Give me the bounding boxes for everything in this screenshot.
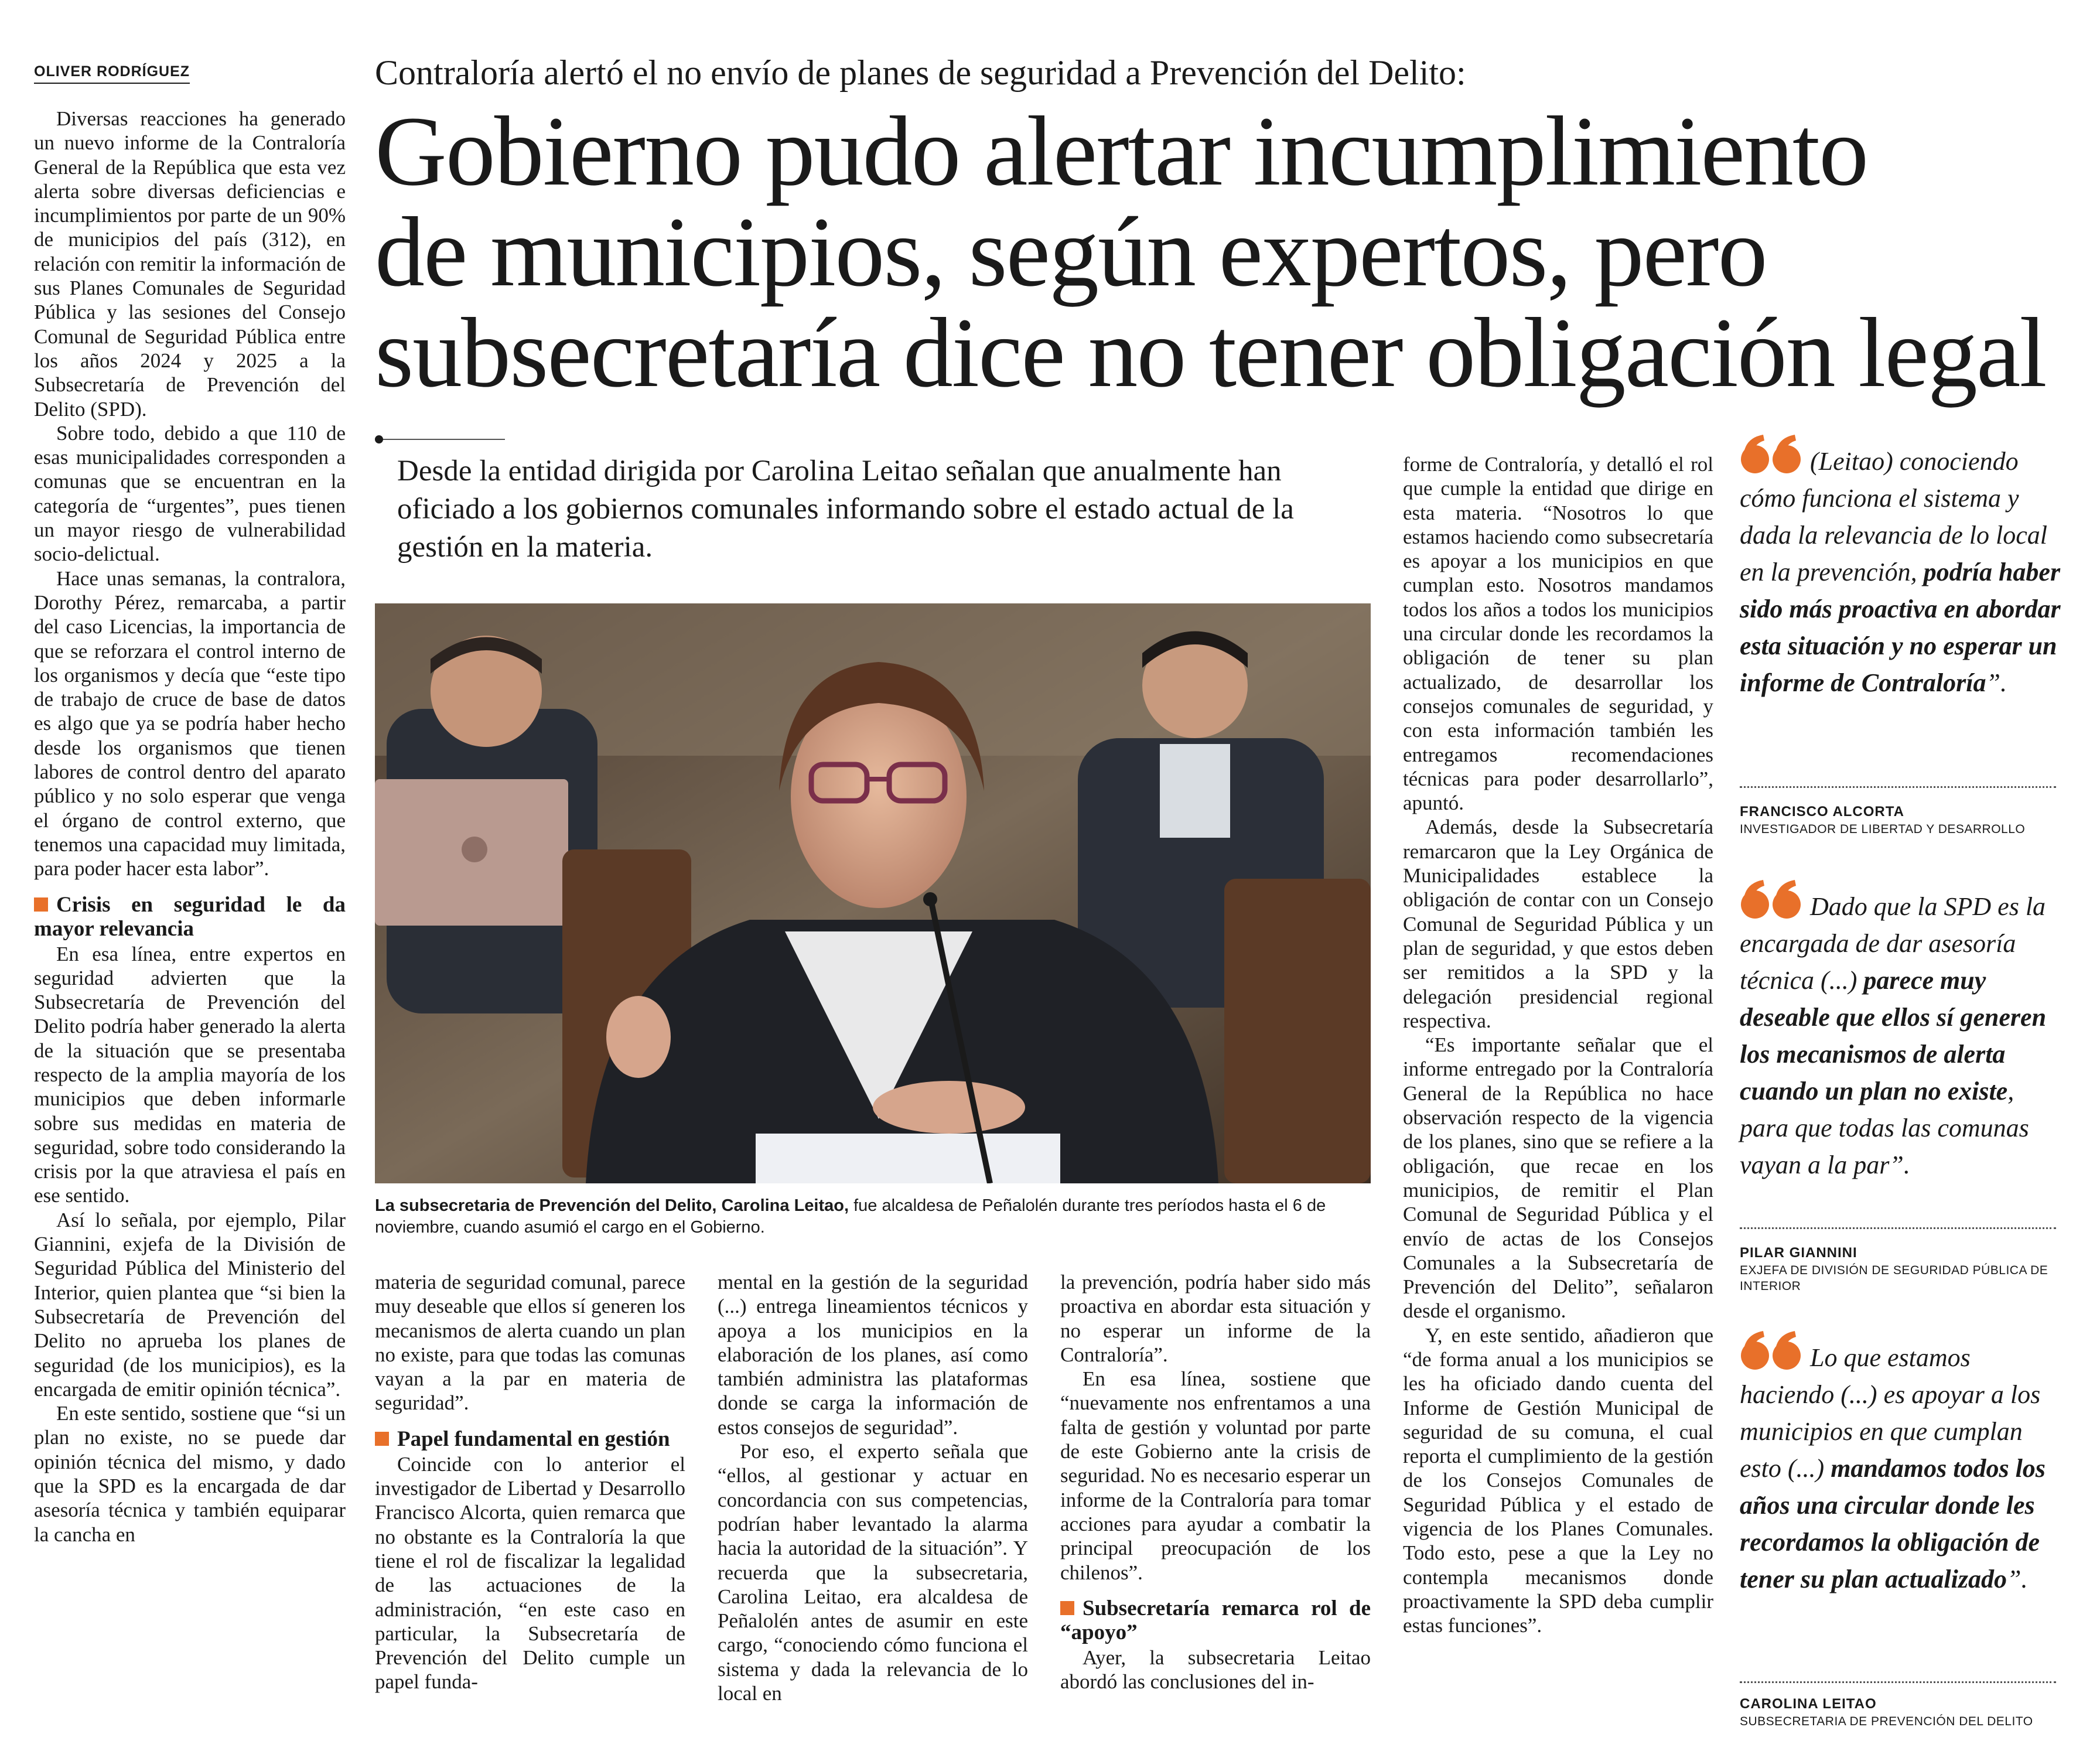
subheading: Subsecretaría remarca rol de “apoyo”: [1060, 1596, 1371, 1644]
quote-mark-icon: [1740, 879, 1804, 920]
quote-rule: [1740, 1681, 2056, 1683]
square-bullet-icon: [34, 897, 48, 912]
paragraph: materia de seguridad comunal, parece muy deseable que ellos sí generen los mecanismos de alerta cuando un plan no existe, para que todas las comunas vayan a la par en materia de seguridad”.: [375, 1271, 685, 1415]
headline-line-1: Gobierno pudo alertar incumplimiento: [375, 96, 1868, 206]
column-3: [718, 1270, 1028, 1705]
headline-line-3: subsecretaría dice no tener obligación legal: [375, 298, 2046, 408]
quote-mark-icon: [1740, 434, 1804, 475]
pull-quote-1: (Leitao) conociendo cómo funciona el sistema y dada la relevancia de lo local en la prevención, podría haber sido más proactiva en abordar esta situación y no esperar un informe de Contraloría”.: [1740, 434, 2068, 701]
column-2: [375, 1270, 685, 1694]
byline: OLIVER RODRÍGUEZ: [34, 63, 190, 84]
subheading: Papel fundamental en gestión: [375, 1427, 685, 1451]
deck-rule: [376, 439, 505, 440]
paragraph: Además, desde la Subsecretaría remarcaron que la Ley Orgánica de Municipalidades establece la obligación de contar con un Consejo Comunal de Seguridad Pública y un plan de seguridad, y que estos deben ser remitidos a la SPD y la delegación presidencial regional respectiva.: [1403, 815, 1713, 1032]
paragraph: En esa línea, entre expertos en seguridad advierten que la Subsecretaría de Prevención del Delito podría haber generado la alerta de la situación que se presentaba respecto de la amplia mayoría de los municipios que deben informarle sobre sus medidas en materia de seguridad, sobre todo considerando la crisis por la que atraviesa el país en ese sentido.: [34, 942, 346, 1207]
kicker: Contraloría alertó el no envío de planes de seguridad a Prevención del Delito:: [375, 53, 1466, 92]
photo-caption: La subsecretaria de Prevención del Delito, Carolina Leitao, fue alcaldesa de Peñalolén durante tres períodos hasta el 6 de noviembre, cuando asumió el cargo en el Gobierno.: [375, 1196, 1326, 1237]
subheading: Crisis en seguridad le da mayor relevancia: [34, 892, 346, 941]
deck: Desde la entidad dirigida por Carolina Leitao señalan que anualmente han oficiado a los gobiernos comunales informando sobre el estado actual de la gestión en la materia.: [397, 455, 1294, 564]
quote-author-name: CAROLINA LEITAO: [1740, 1696, 1877, 1712]
paragraph: Diversas reacciones ha generado un nuevo informe de la Contraloría General de la República que esta vez alerta sobre diversas deficiencias e incumplimientos por parte de un 90% de municipios del país (312), en relación con remitir la información de sus Planes Comunales de Seguridad Pública y las sesiones del Consejo Comunal de Seguridad Pública entre los años 2024 y 2025 a la Subsecretaría de Prevención del Delito (SPD).: [34, 107, 346, 421]
paragraph: forme de Contraloría, y detalló el rol que cumple la entidad que dirige en esta materia. “Nosotros lo que estamos haciendo como subsecretaría es apoyar a los municipios en que cumplan esto. Nosotros mandamos todos los años a todos los municipios una circular donde les recordamos la obligación de tener su plan actualizado, de desarrollar los consejos comunales de seguridad, y con esta información también les entregamos recomendaciones técnicas para poder desarrollarlo”, apuntó.: [1403, 453, 1713, 815]
column-5: [1403, 452, 1713, 1638]
pull-quote-2: Dado que la SPD es la encargada de dar asesoría técnica (...) parece muy deseable que ellos sí generen los mecanismos de alerta cuando un plan no existe, para que todas las comunas vayan a la par”.: [1740, 879, 2068, 1183]
quote-author-name: PILAR GIANNINI: [1740, 1245, 1857, 1261]
paragraph: Así lo señala, por ejemplo, Pilar Giannini, exjefa de la División de Seguridad Pública del Ministerio del Interior, quien plantea que “si bien la Subsecretaría de Prevención del Delito no aprueba los planes de seguridad (de los municipios), es la encargada de emitir opinión técnica”.: [34, 1208, 346, 1401]
quote-author-role: INVESTIGADOR DE LIBERTAD Y DESARROLLO: [1740, 822, 2026, 836]
square-bullet-icon: [1060, 1601, 1074, 1615]
quote-author-role: EXJEFA DE DIVISIÓN DE SEGURIDAD PÚBLICA DE INTERIOR: [1740, 1264, 2048, 1293]
paragraph: mental en la gestión de la seguridad (...) entrega lineamientos técnicos y apoya a los municipios en la elaboración de los planes, así como también administra las plataformas donde se carga la información de estos consejos de seguridad”.: [718, 1271, 1028, 1439]
paragraph: Y, en este sentido, añadieron que “de forma anual a los municipios se les ha oficiado dando cuenta del Informe de Gestión Municipal de seguridad de su comuna, el cual reporta el cumplimiento de la gestión de los Consejos Comunales de Seguridad Pública y el estado de vigencia de los Planes Comunales. Todo esto, pese a que la Ley no contempla mecanismos donde proactivamente la SPD deba cumplir estas funciones”.: [1403, 1323, 1713, 1637]
photo-carolina-leitao: [375, 603, 1371, 1183]
paragraph: Por eso, el experto señala que “ellos, al gestionar y actuar en concordancia con sus competencias, podrían haber levantado la alarma hacia la autoridad de la situación”. Y recuerda que la subsecretaria, Carolina Leitao, era alcaldesa de Peñalolén antes de asumir en este cargo, “conociendo cómo funciona el sistema y dada la relevancia de lo local en: [718, 1440, 1028, 1705]
photo-illustration: [375, 603, 1371, 1183]
headline: [375, 96, 2074, 408]
paragraph: Hace unas semanas, la contralora, Dorothy Pérez, remarcaba, a partir del caso Licencias, la importancia de que se reforzara el control interno de los organismos y decía que “este tipo de trabajo de cruce de base de datos es algo que ya se podría haber hecho desde los organismos que tienen labores de control dentro del aparato público y no solo esperar que venga el órgano de control externo, que tenemos una capacidad muy limitada, para poder hacer esta labor”.: [34, 566, 346, 880]
quote-rule: [1740, 786, 2056, 788]
paragraph: En esa línea, sostiene que “nuevamente nos enfrentamos a una falta de gestión y voluntad por parte de este Gobierno ante la crisis de seguridad. No es necesario esperar un informe de la Contraloría para tomar acciones para ayudar a combatir la principal preocupación de los chilenos”.: [1060, 1367, 1371, 1584]
quote-rule: [1740, 1227, 2056, 1229]
pull-quote-3: Lo que estamos haciendo (...) es apoyar a los municipios en que cumplan esto (...) mandamos todos los años una circular donde les recordamos la obligación de tener su plan actualizado”.: [1740, 1330, 2068, 1598]
square-bullet-icon: [375, 1432, 389, 1446]
deck-bullet-icon: [375, 435, 383, 443]
column-1: [34, 107, 346, 1547]
paragraph: En este sentido, sostiene que “si un plan no existe, no se puede dar opinión técnica del mismo, y dado que la SPD es la encargada de dar asesoría técnica y también equiparar la cancha en: [34, 1402, 346, 1546]
quote-mark-icon: [1740, 1330, 1804, 1371]
paragraph: Coincide con lo anterior el investigador de Libertad y Desarrollo Francisco Alcorta, quien remarca que no obstante es la Contraloría la que tiene el rol de fiscalizar la legalidad de las actuaciones de la administración, “en este caso en particular, la Subsecretaría de Prevención del Delito cumple un papel funda-: [375, 1452, 685, 1694]
quote-author-role: SUBSECRETARIA DE PREVENCIÓN DEL DELITO: [1740, 1715, 2033, 1728]
column-4: [1060, 1270, 1371, 1694]
paragraph: Ayer, la subsecretaria Leitao abordó las conclusiones del in-: [1060, 1646, 1371, 1694]
quote-author-name: FRANCISCO ALCORTA: [1740, 804, 1904, 820]
paragraph: la prevención, podría haber sido más proactiva en abordar esta situación y no esperar un informe de la Contraloría”.: [1060, 1271, 1371, 1366]
headline-line-2: de municipios, según expertos, pero: [375, 197, 1767, 307]
paragraph: Sobre todo, debido a que 110 de esas municipalidades corresponden a comunas que se encuentran en la categoría de “urgentes”, pues tienen un mayor riesgo de vulnerabilidad socio-delictual.: [34, 421, 346, 566]
paragraph: “Es importante señalar que el informe entregado por la Contraloría General de la República no hace observación respecto de la vigencia de los planes, sino que se refiere a la obligación, que recae en los municipios, de remitir el Plan Comunal de Seguridad Pública y el envío de actas de los Consejos Comunales a la Subsecretaría de Prevención del Delito”, señalaron desde el organismo.: [1403, 1033, 1713, 1323]
